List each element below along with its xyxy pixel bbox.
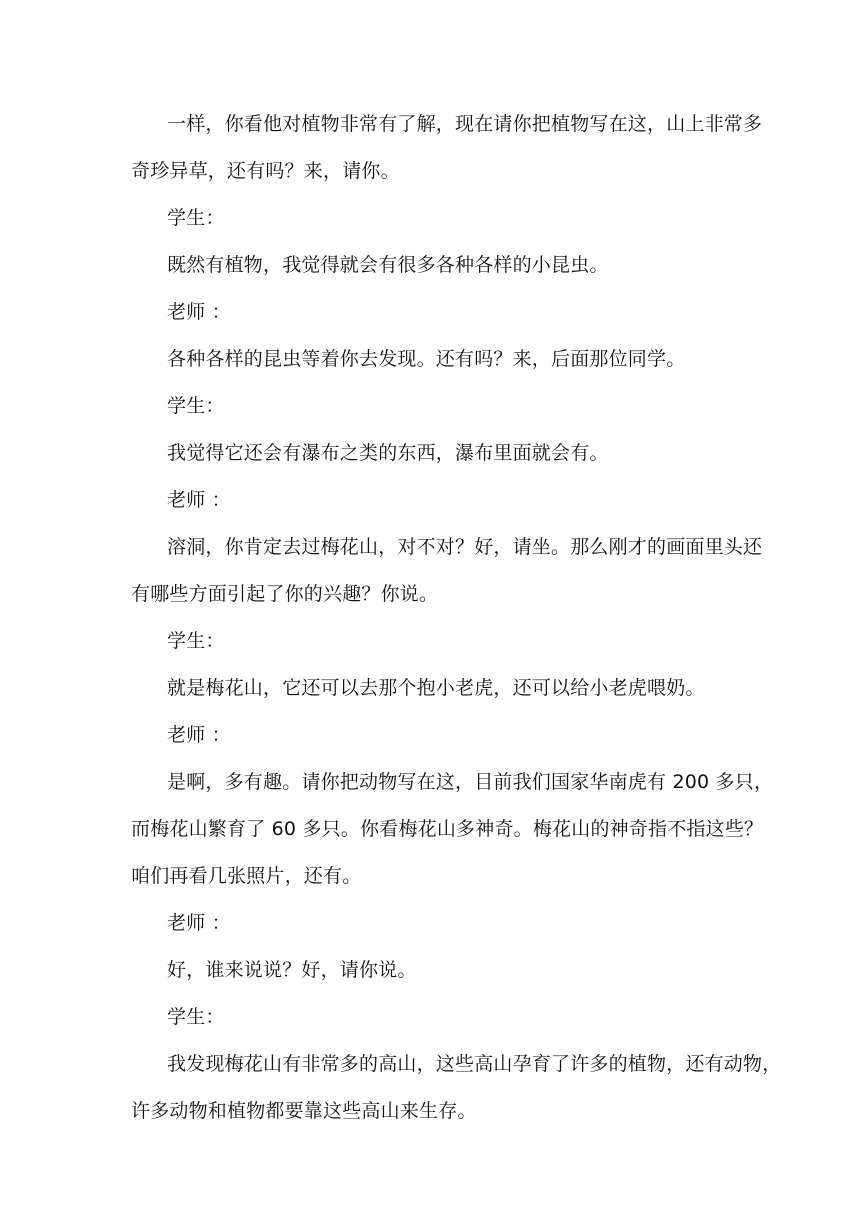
paragraph-line: 既然有植物，我觉得就会有很多各种各样的小昆虫。 — [167, 254, 609, 276]
paragraph-line: 我觉得它还会有瀑布之类的东西，瀑布里面就会有。 — [167, 442, 609, 464]
speaker-label: 老师 ： — [167, 912, 231, 934]
paragraph-line: 好，谁来说说？好，请你说。 — [167, 959, 417, 981]
paragraph-line: 溶洞，你肯定去过梅花山，对不对？好，请坐。那么刚才的画面里头还 — [167, 536, 763, 558]
paragraph-line: 奇珍异草，还有吗？来，请你。 — [131, 160, 400, 182]
paragraph-line: 许多动物和植物都要靠这些高山来生存。 — [131, 1100, 477, 1122]
paragraph-line: 有哪些方面引起了你的兴趣？你说。 — [131, 583, 439, 605]
speaker-label: 学生： — [167, 207, 225, 229]
paragraph-line: 就是梅花山，它还可以去那个抱小老虎，还可以给小老虎喂奶。 — [167, 677, 705, 699]
paragraph-line: 各种各样的昆虫等着你去发现。还有吗？来，后面那位同学。 — [167, 348, 686, 370]
speaker-label: 老师 ： — [167, 489, 231, 511]
paragraph-line: 一样，你看他对植物非常有了解，现在请你把植物写在这，山上非常多 — [167, 113, 763, 135]
paragraph-line: 咱们再看几张照片，还有。 — [131, 865, 362, 887]
speaker-label: 老师 ： — [167, 724, 231, 746]
speaker-label: 老师 ： — [167, 301, 231, 323]
paragraph-line: 我发现梅花山有非常多的高山，这些高山孕育了许多的植物，还有动物， — [167, 1053, 782, 1075]
paragraph-line: 而梅花山繁育了 60 多只。你看梅花山多神奇。梅花山的神奇指不指这些？ — [131, 818, 764, 840]
speaker-label: 学生： — [167, 630, 225, 652]
paragraph-line: 是啊，多有趣。请你把动物写在这，目前我们国家华南虎有 200 多只， — [167, 771, 774, 793]
speaker-label: 学生： — [167, 1006, 225, 1028]
speaker-label: 学生： — [167, 395, 225, 417]
